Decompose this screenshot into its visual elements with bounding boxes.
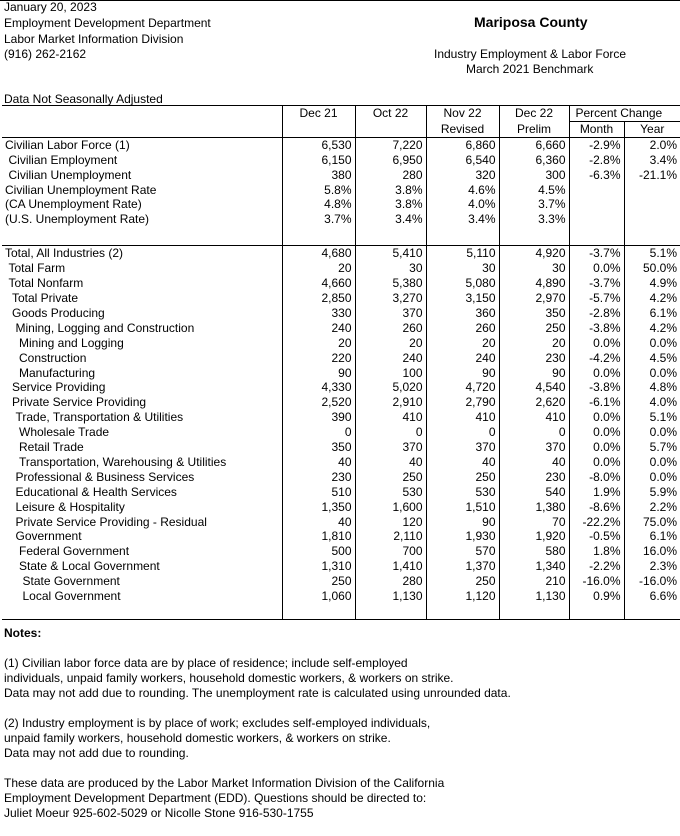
cell-dec21: 20 xyxy=(282,336,355,351)
industry-row xyxy=(2,276,680,291)
cell-dec22: 3.7% xyxy=(499,197,569,212)
cell-month: 0.0% xyxy=(569,455,624,470)
cell-nov22: 240 xyxy=(426,351,499,366)
row-label: State & Local Government xyxy=(2,559,282,574)
cell-dec21: 250 xyxy=(282,574,355,589)
notes-title: Notes: xyxy=(4,626,42,640)
cell-month: 0.0% xyxy=(569,410,624,425)
cell-month: -6.1% xyxy=(569,395,624,410)
cell-dec21: 240 xyxy=(282,321,355,336)
cell-dec22: 2,970 xyxy=(499,291,569,306)
cell-dec22: 4,920 xyxy=(499,246,569,261)
row-label: State Government xyxy=(2,574,282,589)
cell-dec21: 1,350 xyxy=(282,500,355,515)
cell-nov22: 6,540 xyxy=(426,153,499,168)
labor-force-row xyxy=(2,183,680,198)
cell-oct22: 30 xyxy=(355,261,426,276)
labor-force-section xyxy=(2,137,680,227)
cell-dec21: 4.8% xyxy=(282,197,355,212)
industry-row xyxy=(2,395,680,410)
cell-dec22: 20 xyxy=(499,336,569,351)
industry-row xyxy=(2,589,680,604)
cell-oct22: 5,410 xyxy=(355,246,426,261)
cell-month: 0.9% xyxy=(569,589,624,604)
cell-year: 5.7% xyxy=(649,440,678,455)
cell-dec22: 1,130 xyxy=(499,589,569,604)
row-label: (U.S. Unemployment Rate) xyxy=(2,212,282,227)
cell-month: -16.0% xyxy=(569,574,624,589)
cell-nov22: 1,930 xyxy=(426,529,499,544)
cell-dec22: 40 xyxy=(499,455,569,470)
cell-oct22: 2,910 xyxy=(355,395,426,410)
cell-dec22: 0 xyxy=(499,425,569,440)
cell-month: -2.8% xyxy=(569,153,624,168)
cell-oct22: 100 xyxy=(355,366,426,381)
industry-row xyxy=(2,500,680,515)
row-label: Government xyxy=(2,529,282,544)
county-name: Mariposa County xyxy=(474,14,588,30)
cell-dec22: 580 xyxy=(499,544,569,559)
cell-dec21: 2,520 xyxy=(282,395,355,410)
cell-oct22: 260 xyxy=(355,321,426,336)
cell-dec22: 410 xyxy=(499,410,569,425)
cell-year: 6.6% xyxy=(649,589,678,604)
cell-month: -2.2% xyxy=(569,559,624,574)
cell-oct22: 5,380 xyxy=(355,276,426,291)
row-label: Federal Government xyxy=(2,544,282,559)
col-month: Month xyxy=(569,121,624,137)
cell-nov22: 250 xyxy=(426,574,499,589)
cell-month: -3.8% xyxy=(569,380,624,395)
industry-row xyxy=(2,321,680,336)
note-3-line: Juliet Moeur 925-602-5029 or Nicolle Stone 916-530-1755 xyxy=(4,806,314,820)
cell-oct22: 1,600 xyxy=(355,500,426,515)
industry-row xyxy=(2,544,680,559)
cell-dec22: 70 xyxy=(499,515,569,530)
row-label: Private Service Providing - Residual xyxy=(2,515,282,530)
cell-oct22: 700 xyxy=(355,544,426,559)
cell-year xyxy=(624,212,680,227)
cell-year: 6.1% xyxy=(649,529,678,544)
cell-month: -3.7% xyxy=(569,276,624,291)
cell-dec22: 210 xyxy=(499,574,569,589)
industry-row xyxy=(2,351,680,366)
cell-dec21: 1,060 xyxy=(282,589,355,604)
cell-oct22: 120 xyxy=(355,515,426,530)
industry-row xyxy=(2,574,680,589)
cell-year: -16.0% xyxy=(638,574,678,589)
cell-nov22: 1,510 xyxy=(426,500,499,515)
col-percent-change: Percent Change xyxy=(569,106,680,122)
report-date: January 20, 2023 xyxy=(4,0,97,14)
cell-dec21: 40 xyxy=(282,455,355,470)
col-dec21: Dec 21 xyxy=(282,106,355,122)
col-nov22: Nov 22 xyxy=(426,106,499,122)
cell-month: -6.3% xyxy=(569,168,624,183)
cell-dec21: 20 xyxy=(282,261,355,276)
cell-dec21: 90 xyxy=(282,366,355,381)
cell-dec21: 6,150 xyxy=(282,153,355,168)
cell-year: -21.1% xyxy=(638,167,678,182)
cell-oct22: 280 xyxy=(355,168,426,183)
benchmark-label: March 2021 Benchmark xyxy=(466,62,594,76)
cell-year: 5.1% xyxy=(649,246,678,261)
cell-nov22: 360 xyxy=(426,306,499,321)
cell-nov22: 0 xyxy=(426,425,499,440)
cell-nov22: 370 xyxy=(426,440,499,455)
cell-year: 50.0% xyxy=(642,261,678,276)
labor-force-row xyxy=(2,212,680,227)
cell-month xyxy=(569,197,624,212)
note-1 xyxy=(4,656,674,701)
cell-dec22: 2,620 xyxy=(499,395,569,410)
row-label: Retail Trade xyxy=(2,440,282,455)
cell-month: -3.7% xyxy=(569,246,624,261)
cell-month: -8.6% xyxy=(569,500,624,515)
cell-oct22: 3.8% xyxy=(355,197,426,212)
cell-dec21: 4,660 xyxy=(282,276,355,291)
cell-nov22: 40 xyxy=(426,455,499,470)
cell-dec22: 1,340 xyxy=(499,559,569,574)
cell-oct22: 1,130 xyxy=(355,589,426,604)
industry-row xyxy=(2,515,680,530)
cell-year: 0.0% xyxy=(649,469,678,484)
cell-nov22: 4,720 xyxy=(426,380,499,395)
column-header-row xyxy=(2,106,680,122)
cell-nov22: 5,080 xyxy=(426,276,499,291)
cell-year xyxy=(624,183,680,198)
cell-nov22: 320 xyxy=(426,168,499,183)
row-label: Construction xyxy=(2,351,282,366)
cell-year xyxy=(624,197,680,212)
cell-nov22: 1,120 xyxy=(426,589,499,604)
industry-row xyxy=(2,410,680,425)
cell-oct22: 370 xyxy=(355,306,426,321)
cell-month: -2.8% xyxy=(569,306,624,321)
cell-month: -8.0% xyxy=(569,470,624,485)
cell-year: 4.2% xyxy=(649,290,678,305)
cell-dec22: 230 xyxy=(499,470,569,485)
cell-month: -2.9% xyxy=(569,137,624,152)
cell-month: 0.0% xyxy=(569,366,624,381)
cell-nov22: 1,370 xyxy=(426,559,499,574)
cell-nov22: 4.6% xyxy=(426,183,499,198)
industry-row xyxy=(2,366,680,381)
cell-year: 4.0% xyxy=(649,395,678,410)
industry-row xyxy=(2,440,680,455)
cell-month: -3.8% xyxy=(569,321,624,336)
cell-dec21: 40 xyxy=(282,515,355,530)
cell-dec22: 6,360 xyxy=(499,153,569,168)
row-label: Civilian Unemployment Rate xyxy=(2,183,282,198)
cell-month: 0.0% xyxy=(569,261,624,276)
cell-dec22: 1,920 xyxy=(499,529,569,544)
cell-oct22: 20 xyxy=(355,336,426,351)
row-label: Civilian Employment xyxy=(2,153,282,168)
cell-nov22: 260 xyxy=(426,321,499,336)
industry-row xyxy=(2,380,680,395)
cell-dec21: 5.8% xyxy=(282,183,355,198)
column-subheader-row xyxy=(2,121,680,137)
labor-force-row xyxy=(2,137,680,152)
row-label: Total Farm xyxy=(2,261,282,276)
notes-section xyxy=(4,626,674,836)
note-3-line: Employment Development Department (EDD). Questions should be directed to: xyxy=(4,791,427,805)
note-2-line: (2) Industry employment is by place of work; excludes self-employed individuals, xyxy=(4,716,431,730)
cell-oct22: 280 xyxy=(355,574,426,589)
top-border xyxy=(0,0,680,1)
row-label: Civilian Unemployment xyxy=(2,168,282,183)
cell-year: 2.2% xyxy=(649,499,678,514)
row-label: Private Service Providing xyxy=(2,395,282,410)
row-label: Transportation, Warehousing & Utilities xyxy=(2,455,282,470)
cell-nov22: 5,110 xyxy=(426,246,499,261)
row-label: Manufacturing xyxy=(2,366,282,381)
row-label: Educational & Health Services xyxy=(2,485,282,500)
cell-oct22: 3.8% xyxy=(355,183,426,198)
industry-row xyxy=(2,485,680,500)
row-label: Leisure & Hospitality xyxy=(2,500,282,515)
cell-dec21: 6,530 xyxy=(282,137,355,152)
cell-dec21: 510 xyxy=(282,485,355,500)
cell-nov22: 90 xyxy=(426,515,499,530)
row-label: Total, All Industries (2) xyxy=(2,246,282,261)
industry-row xyxy=(2,291,680,306)
cell-dec21: 4,680 xyxy=(282,246,355,261)
employment-table xyxy=(2,105,680,620)
cell-year: 5.9% xyxy=(649,484,678,499)
cell-dec21: 500 xyxy=(282,544,355,559)
note-1-line: (1) Civilian labor force data are by place of residence; include self-employed xyxy=(4,656,408,670)
cell-nov22: 6,860 xyxy=(426,137,499,152)
cell-dec21: 230 xyxy=(282,470,355,485)
industry-section xyxy=(2,246,680,604)
cell-month: -5.7% xyxy=(569,291,624,306)
cell-nov22: 90 xyxy=(426,366,499,381)
cell-dec22: 350 xyxy=(499,306,569,321)
industry-row xyxy=(2,529,680,544)
cell-oct22: 5,020 xyxy=(355,380,426,395)
industry-row xyxy=(2,559,680,574)
row-label: Wholesale Trade xyxy=(2,425,282,440)
section-gap xyxy=(2,227,680,246)
cell-nov22: 4.0% xyxy=(426,197,499,212)
cell-dec21: 0 xyxy=(282,425,355,440)
col-oct22: Oct 22 xyxy=(355,106,426,122)
cell-year: 0.0% xyxy=(649,365,678,380)
seasonal-adjustment-label: Data Not Seasonally Adjusted xyxy=(4,92,163,106)
cell-month: 0.0% xyxy=(569,336,624,351)
cell-oct22: 370 xyxy=(355,440,426,455)
cell-dec22: 4,890 xyxy=(499,276,569,291)
cell-month xyxy=(569,212,624,227)
cell-year: 6.1% xyxy=(649,305,678,320)
cell-dec22: 300 xyxy=(499,168,569,183)
division-name: Labor Market Information Division xyxy=(4,32,184,46)
cell-year: 4.2% xyxy=(649,320,678,335)
cell-nov22: 570 xyxy=(426,544,499,559)
cell-oct22: 0 xyxy=(355,425,426,440)
cell-dec22: 250 xyxy=(499,321,569,336)
cell-nov22: 250 xyxy=(426,470,499,485)
labor-force-row xyxy=(2,168,680,183)
cell-oct22: 3.4% xyxy=(355,212,426,227)
cell-year: 3.4% xyxy=(649,152,678,167)
row-label: Civilian Labor Force (1) xyxy=(2,137,282,152)
cell-month: -22.2% xyxy=(569,515,624,530)
cell-nov22: 30 xyxy=(426,261,499,276)
cell-month: 1.9% xyxy=(569,485,624,500)
cell-month: 0.0% xyxy=(569,425,624,440)
cell-dec22: 6,660 xyxy=(499,137,569,152)
cell-year: 4.5% xyxy=(649,350,678,365)
cell-oct22: 2,110 xyxy=(355,529,426,544)
cell-oct22: 240 xyxy=(355,351,426,366)
note-2 xyxy=(4,716,674,761)
labor-force-row xyxy=(2,153,680,168)
cell-nov22: 20 xyxy=(426,336,499,351)
cell-dec22: 540 xyxy=(499,485,569,500)
cell-nov22: 3.4% xyxy=(426,212,499,227)
cell-year: 2.3% xyxy=(649,559,678,574)
row-label: Professional & Business Services xyxy=(2,470,282,485)
note-3 xyxy=(4,776,674,821)
cell-nov22: 530 xyxy=(426,485,499,500)
cell-year: 0.0% xyxy=(649,425,678,440)
cell-dec22: 3.3% xyxy=(499,212,569,227)
cell-year: 2.0% xyxy=(649,137,678,152)
cell-dec22: 230 xyxy=(499,351,569,366)
industry-row xyxy=(2,470,680,485)
cell-dec21: 4,330 xyxy=(282,380,355,395)
cell-dec22: 4.5% xyxy=(499,183,569,198)
row-label: Total Nonfarm xyxy=(2,276,282,291)
cell-year: 16.0% xyxy=(642,544,678,559)
cell-year: 0.0% xyxy=(649,335,678,350)
col-nov22-sub: Revised xyxy=(426,121,499,137)
cell-dec21: 330 xyxy=(282,306,355,321)
row-label: Service Providing xyxy=(2,380,282,395)
col-year: Year xyxy=(624,121,680,137)
cell-oct22: 3,270 xyxy=(355,291,426,306)
cell-oct22: 410 xyxy=(355,410,426,425)
cell-dec21: 1,310 xyxy=(282,559,355,574)
cell-year: 75.0% xyxy=(642,514,678,529)
table-end xyxy=(2,604,680,619)
note-3-line: These data are produced by the Labor Market Information Division of the California xyxy=(4,776,445,790)
industry-row xyxy=(2,261,680,276)
labor-force-row xyxy=(2,197,680,212)
row-label: Local Government xyxy=(2,589,282,604)
cell-nov22: 410 xyxy=(426,410,499,425)
cell-oct22: 250 xyxy=(355,470,426,485)
note-1-line: individuals, unpaid family workers, household domestic workers, & workers on strike. xyxy=(4,671,454,685)
cell-year: 5.1% xyxy=(649,410,678,425)
cell-oct22: 1,410 xyxy=(355,559,426,574)
cell-year: 4.9% xyxy=(649,276,678,291)
note-1-line: Data may not add due to rounding. The unemployment rate is calculated using unrounded data. xyxy=(4,686,511,700)
cell-nov22: 2,790 xyxy=(426,395,499,410)
cell-month: 1.8% xyxy=(569,544,624,559)
row-label: Total Private xyxy=(2,291,282,306)
col-dec22-sub: Prelim xyxy=(499,121,569,137)
row-label: Mining, Logging and Construction xyxy=(2,321,282,336)
cell-oct22: 7,220 xyxy=(355,137,426,152)
cell-dec21: 390 xyxy=(282,410,355,425)
report-title: Industry Employment & Labor Force xyxy=(434,47,627,61)
cell-oct22: 40 xyxy=(355,455,426,470)
row-label: Mining and Logging xyxy=(2,336,282,351)
row-label: (CA Unemployment Rate) xyxy=(2,197,282,212)
agency-name: Employment Development Department xyxy=(4,16,211,30)
cell-oct22: 6,950 xyxy=(355,153,426,168)
cell-nov22: 3,150 xyxy=(426,291,499,306)
cell-dec21: 380 xyxy=(282,168,355,183)
cell-month: -4.2% xyxy=(569,351,624,366)
industry-row xyxy=(2,246,680,261)
cell-dec21: 1,810 xyxy=(282,529,355,544)
phone-number: (916) 262-2162 xyxy=(4,47,87,61)
note-2-line: Data may not add due to rounding. xyxy=(4,746,189,760)
cell-dec22: 1,380 xyxy=(499,500,569,515)
cell-month xyxy=(569,183,624,198)
cell-dec22: 30 xyxy=(499,261,569,276)
cell-month: 0.0% xyxy=(569,440,624,455)
row-label: Trade, Transportation & Utilities xyxy=(2,410,282,425)
cell-year: 4.8% xyxy=(649,380,678,395)
note-2-line: unpaid family workers, household domestic workers, & workers on strike. xyxy=(4,731,391,745)
industry-row xyxy=(2,425,680,440)
col-dec22: Dec 22 xyxy=(499,106,569,122)
cell-dec22: 90 xyxy=(499,366,569,381)
cell-dec22: 370 xyxy=(499,440,569,455)
cell-dec21: 3.7% xyxy=(282,212,355,227)
cell-month: -0.5% xyxy=(569,529,624,544)
industry-row xyxy=(2,306,680,321)
industry-row xyxy=(2,455,680,470)
cell-oct22: 530 xyxy=(355,485,426,500)
cell-dec21: 350 xyxy=(282,440,355,455)
row-label: Goods Producing xyxy=(2,306,282,321)
cell-dec21: 2,850 xyxy=(282,291,355,306)
cell-dec22: 4,540 xyxy=(499,380,569,395)
industry-row xyxy=(2,336,680,351)
cell-year: 0.0% xyxy=(649,454,678,469)
cell-dec21: 220 xyxy=(282,351,355,366)
